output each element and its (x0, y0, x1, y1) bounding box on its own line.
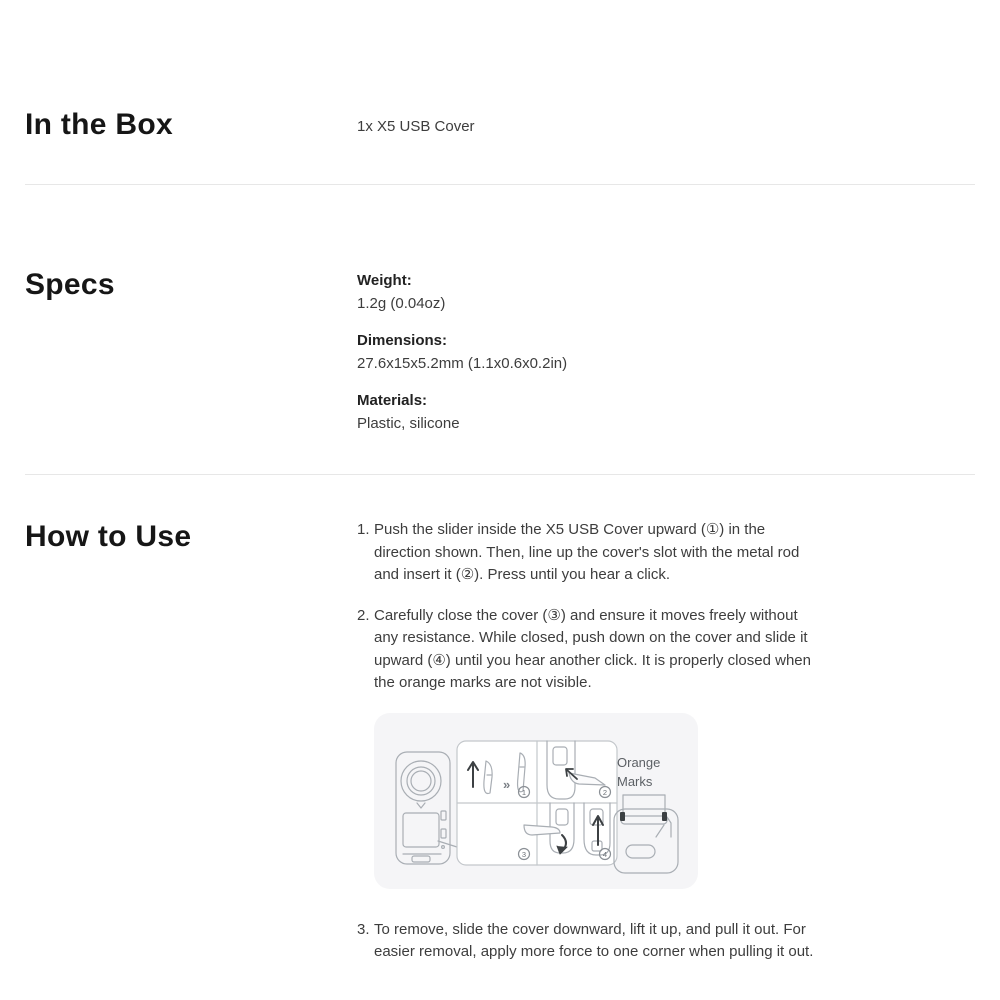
panel-number-4: 4 (602, 849, 608, 859)
spec-value: 27.6x15x5.2mm (1.1x0.6x0.2in) (357, 355, 568, 372)
how-to-use-step-3 (357, 919, 817, 964)
spec-value: 1.2g (0.04oz) (357, 295, 446, 312)
spec-label: Materials: (357, 392, 428, 409)
how-to-use-title-column (25, 519, 357, 555)
panel-number-2: 2 (602, 787, 608, 797)
step-text: To remove, slide the cover downward, lift it up, and pull it out. For easier removal, apply more force to one corner when pulling it out. (374, 920, 814, 960)
in-the-box-content (357, 107, 817, 137)
how-to-use-step-2 (357, 605, 817, 695)
step-panels-grid-icon (457, 741, 617, 865)
how-to-use-content (357, 519, 817, 964)
specs-title: Specs (25, 268, 115, 301)
specs-content (357, 267, 817, 434)
in-the-box-title-column (25, 107, 357, 143)
section-in-the-box (25, 0, 975, 184)
spec-row-weight (357, 271, 817, 314)
step-number: 3. (357, 920, 370, 938)
spec-value: Plastic, silicone (357, 415, 460, 432)
panel-number-3: 3 (521, 849, 527, 859)
orange-marks-label: Orange Marks (617, 754, 661, 789)
spec-label: Dimensions: (357, 332, 448, 349)
instruction-diagram-icon (374, 713, 698, 889)
step-number: 2. (357, 606, 370, 624)
usb-cover-instruction-illustration (374, 713, 698, 889)
step-text: Carefully close the cover (③) and ensure it moves freely without any resistance. While closed, push down on the cover and slide it upward (④) until you hear another click. It is properly closed when the orange marks are not visible. (374, 606, 811, 691)
step-number: 1. (357, 521, 370, 538)
spec-label: Weight: (357, 272, 412, 289)
step-text: Push the slider inside the X5 USB Cover upward (①) in the direction shown. Then, line up the cover's slot with the metal rod and insert it (②). Press until you hear a click. (374, 521, 800, 583)
section-specs (25, 185, 975, 474)
how-to-use-step-1 (357, 519, 817, 587)
spec-row-materials (357, 391, 817, 434)
box-item: 1x X5 USB Cover (357, 118, 475, 135)
camera-outline-icon (396, 752, 457, 864)
how-to-use-title: How to Use (25, 520, 192, 553)
panel-1-chevrons-icon: » (503, 776, 511, 792)
specs-title-column (25, 267, 357, 303)
spec-row-dimensions (357, 331, 817, 374)
in-the-box-title: In the Box (25, 108, 174, 141)
panel-number-1: 1 (521, 787, 527, 797)
orange-marks-cover-icon (614, 795, 678, 873)
section-how-to-use (25, 475, 975, 1000)
